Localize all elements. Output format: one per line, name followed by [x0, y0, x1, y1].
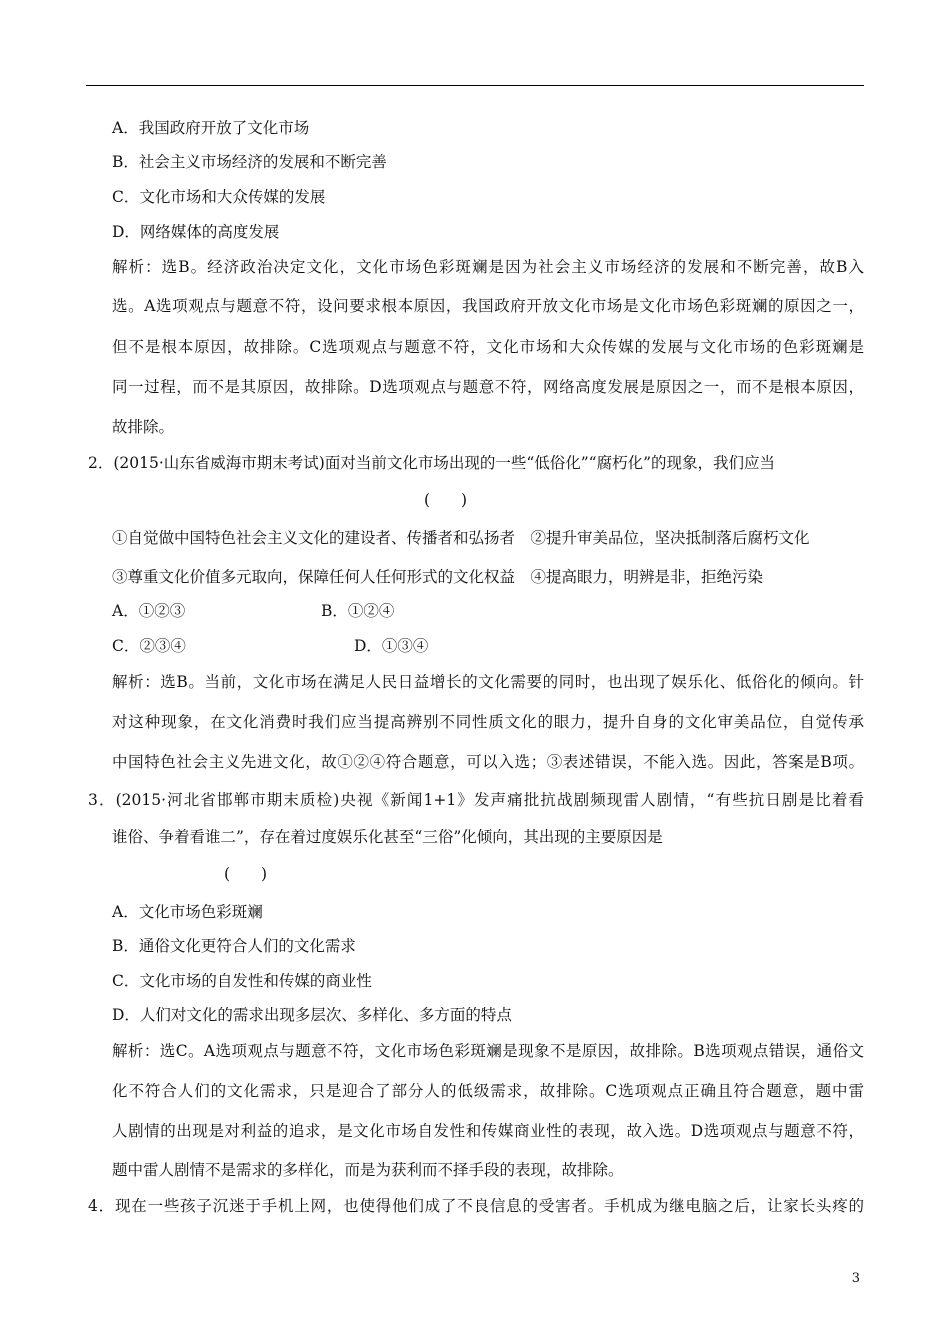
- q1-option-b: B．社会主义市场经济的发展和不断完善: [112, 153, 387, 171]
- q2-option-c: C．②③④: [112, 637, 186, 655]
- q3-option-b: B．通俗文化更符合人们的文化需求: [112, 937, 356, 955]
- q3-analysis-line: 题中雷人剧情不是需求的多样化，而是为获利而不择手段的表现，故排除。: [112, 1161, 624, 1179]
- q4-stem: 4．现在一些孩子沉迷于手机上网，也使得他们成了不良信息的受害者。手机成为继电脑之后，让家长头疼的: [88, 1197, 864, 1215]
- q2-option-a: A．①②③: [112, 602, 186, 620]
- q3-option-c: C．文化市场的自发性和传媒的商业性: [112, 972, 372, 990]
- q3-analysis-line: 解析：选C。A选项观点与题意不符，文化市场色彩斑斓是现象不是原因，故排除。B选项观点错误，通俗文: [112, 1042, 864, 1060]
- q1-analysis-line: 选。A选项观点与题意不符，设问要求根本原因，我国政府开放文化市场是文化市场色彩斑斓的原因之一，: [112, 297, 864, 315]
- q2-analysis-line: 对这种现象，在文化消费时我们应当提高辨别不同性质文化的眼力，提升自身的文化审美品位，自觉传承: [112, 713, 864, 731]
- q2-analysis-line: 中国特色社会主义先进文化，故①②④符合题意，可以入选；③表述错误，不能入选。因此，答案是B项。: [112, 753, 864, 771]
- q3-analysis-line: 化不符合人们的文化需求，只是迎合了部分人的低级需求，故排除。C选项观点正确且符合题意，题中雷: [112, 1082, 864, 1100]
- q1-analysis-line: 解析：选B。经济政治决定文化，文化市场色彩斑斓是因为社会主义市场经济的发展和不断完善，故B入: [112, 258, 864, 276]
- q3-stem-line: 3．(2015·河北省邯郸市期末质检)央视《新闻1+1》发声痛批抗战剧频现雷人剧情，“有些抗日剧是比着看: [88, 791, 864, 809]
- q2-option-d: D．①③④: [354, 637, 429, 655]
- q3-stem-line: 谁俗、争着看谁二”，存在着过度娱乐化甚至“三俗”化倾向，其出现的主要原因是: [112, 828, 663, 846]
- page-number: 3: [851, 1271, 860, 1286]
- q3-answer-blank: ( ): [224, 865, 268, 883]
- q1-option-a: A．我国政府开放了文化市场: [112, 119, 310, 137]
- q2-stem: 2．(2015·山东省威海市期末考试)面对当前文化市场出现的一些“低俗化”“腐朽化”的现象，我们应当: [88, 454, 776, 472]
- header-rule: [86, 85, 864, 86]
- q1-analysis-line: 同一过程，而不是其原因，故排除。D选项观点与题意不符，网络高度发展是原因之一，而不是根本原因，: [112, 378, 864, 396]
- q3-analysis-line: 人剧情的出现是对利益的追求，是文化市场自发性和传媒商业性的表现，故入选。D选项观点与题意不符，: [112, 1122, 864, 1140]
- q2-option-b: B．①②④: [321, 602, 395, 620]
- q1-option-d: D．网络媒体的高度发展: [112, 223, 280, 241]
- q3-option-a: A．文化市场色彩斑斓: [112, 903, 263, 921]
- q1-analysis-line: 但不是根本原因，故排除。C选项观点与题意不符，文化市场和大众传媒的发展与文化市场的色彩斑斓是: [112, 338, 864, 356]
- q2-statement-line: ③尊重文化价值多元取向，保障任何人任何形式的文化权益 ④提高眼力，明辨是非，拒绝污染: [112, 568, 764, 586]
- q2-analysis-line: 解析：选B。当前，文化市场在满足人民日益增长的文化需要的同时，也出现了娱乐化、低俗化的倾向。针: [112, 673, 864, 691]
- q2-statement-line: ①自觉做中国特色社会主义文化的建设者、传播者和弘扬者 ②提升审美品位，坚决抵制落后腐朽文化: [112, 529, 810, 547]
- q3-option-d: D．人们对文化的需求出现多层次、多样化、多方面的特点: [112, 1006, 512, 1024]
- q2-answer-blank: ( ): [424, 491, 468, 509]
- q1-option-c: C．文化市场和大众传媒的发展: [112, 188, 326, 206]
- q1-analysis-line: 故排除。: [112, 418, 175, 436]
